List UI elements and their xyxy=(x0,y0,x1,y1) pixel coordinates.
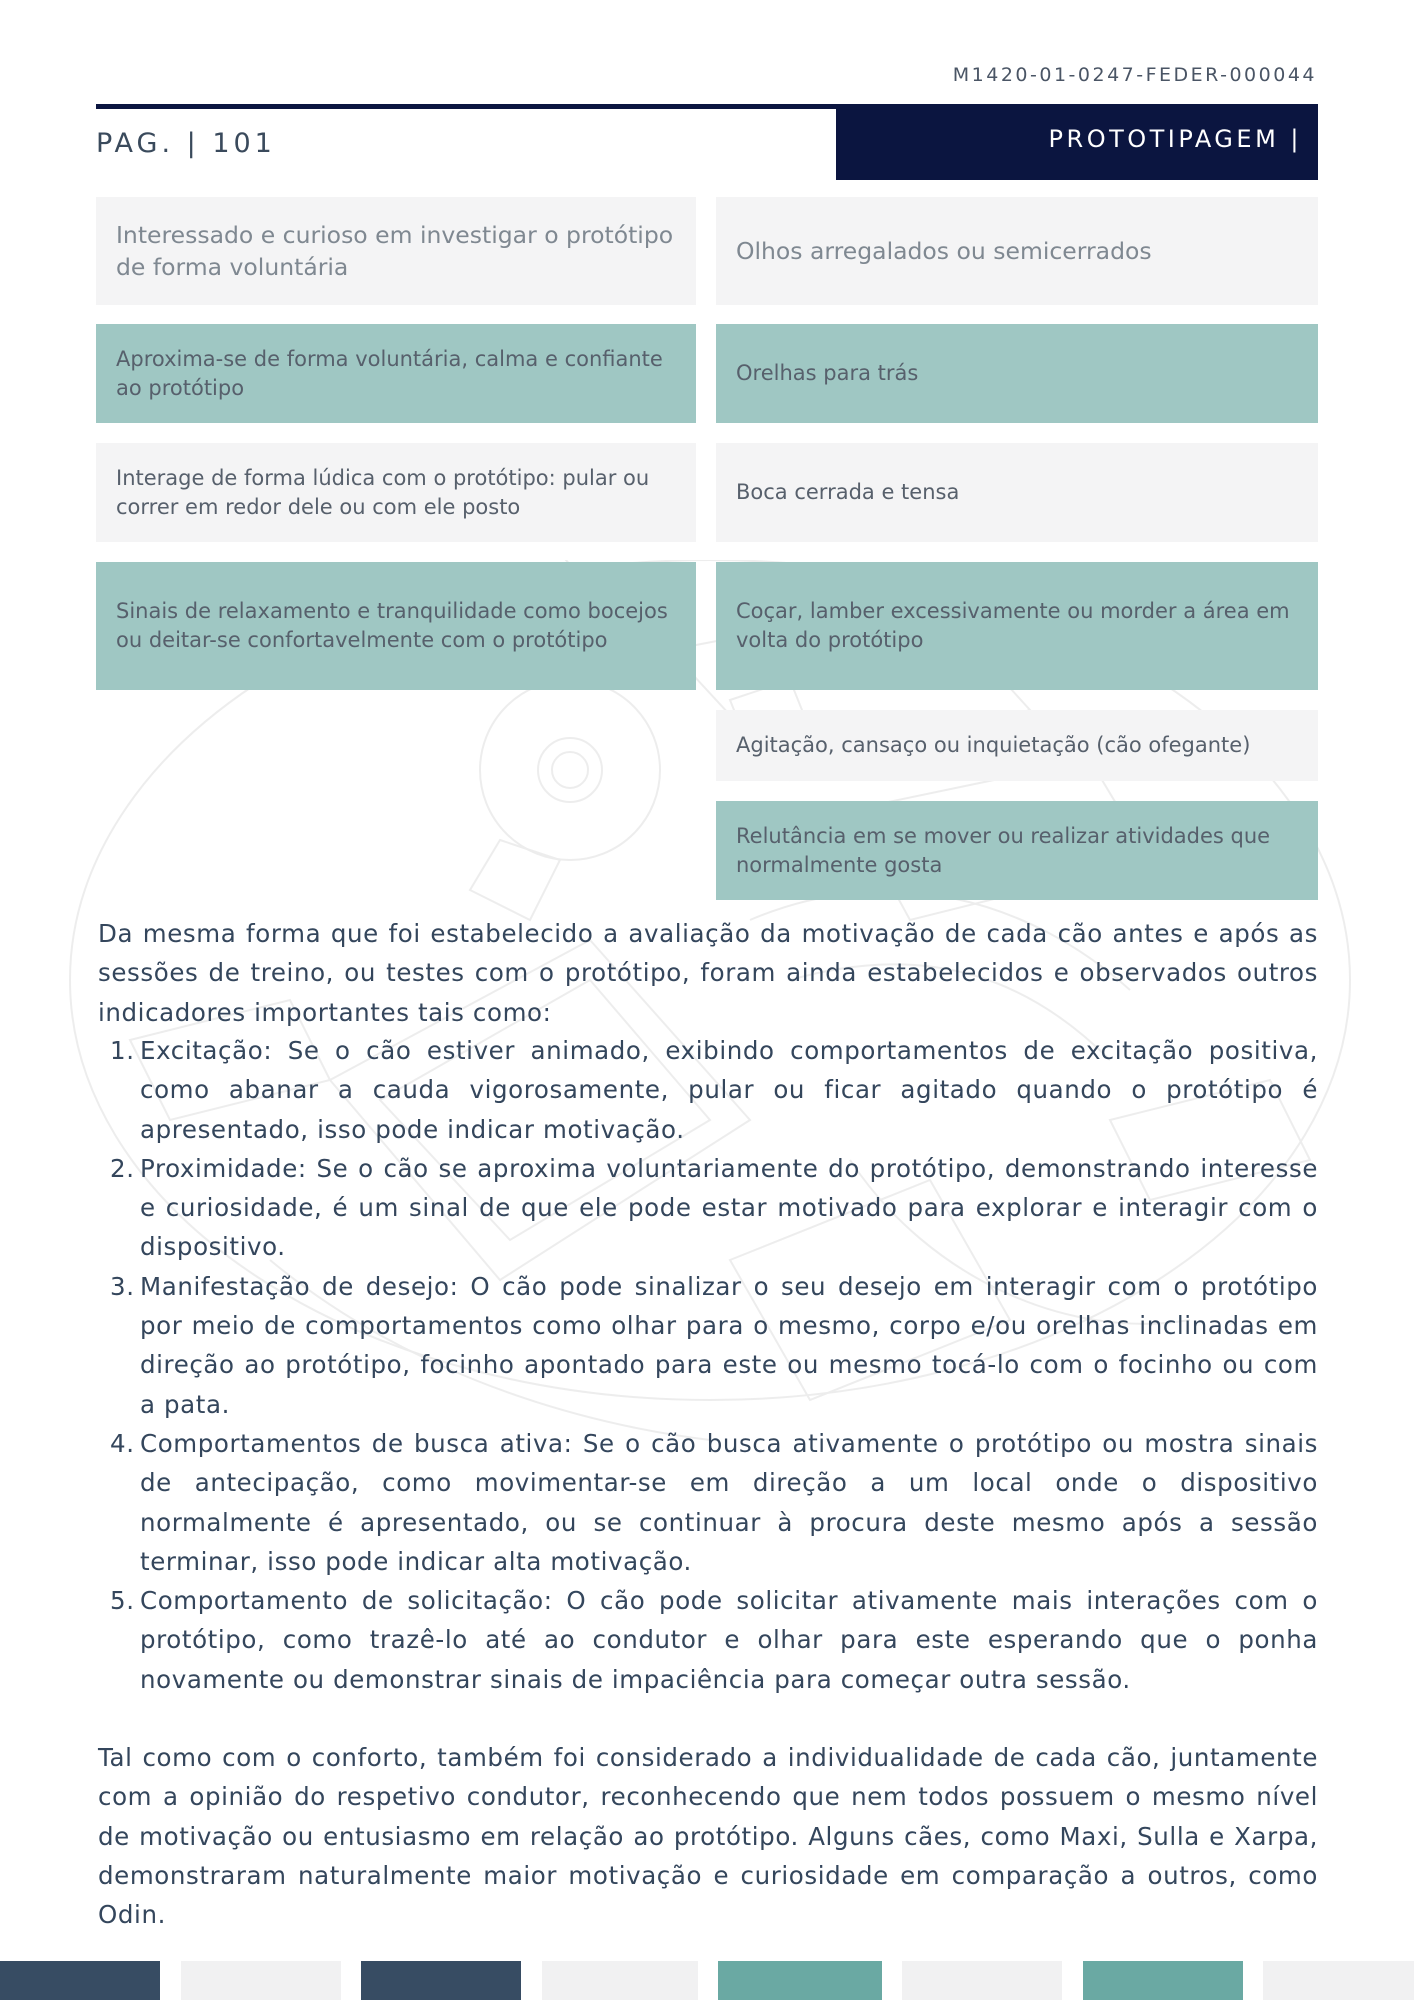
list-item xyxy=(98,1581,1318,1699)
positive-indicator-cell: Interessado e curioso em investigar o protótipo de forma voluntária xyxy=(96,197,696,305)
list-number: 3. xyxy=(110,1271,135,1301)
list-item xyxy=(98,1149,1318,1267)
footer-block xyxy=(0,1961,160,2000)
project-code: M1420-01-0247-FEDER-000044 xyxy=(952,64,1317,86)
footer-block xyxy=(902,1961,1062,2000)
negative-indicator-cell: Coçar, lamber excessivamente ou morder a área em volta do protótipo xyxy=(716,562,1318,690)
negative-indicator-cell: Agitação, cansaço ou inquietação (cão ofegante) xyxy=(716,710,1318,781)
intro-paragraph: Da mesma forma que foi estabelecido a avaliação da motivação de cada cão antes e após as sessões de treino, ou testes com o protótipo, foram ainda estabelecidos e observados outros indicadores importantes tais como: xyxy=(98,919,1318,1027)
list-number: 4. xyxy=(110,1428,135,1458)
negative-indicator-cell: Boca cerrada e tensa xyxy=(716,443,1318,542)
list-number: 2. xyxy=(110,1153,135,1183)
section-title: PROTOTIPAGEM | xyxy=(1048,125,1302,153)
indicator-list xyxy=(98,1031,1318,1699)
list-item-text: Manifestação de desejo: O cão pode sinalizar o seu desejo em interagir com o protótipo por meio de comportamentos como olhar para o mesmo, corpo e/ou orelhas inclinadas em direção ao protótipo, focinho apontado para este ou mesmo tocá-lo com o focinho ou com a pata. xyxy=(140,1271,1318,1419)
list-item xyxy=(98,1267,1318,1424)
positive-indicator-cell: Interage de forma lúdica com o protótipo: pular ou correr em redor dele ou com ele posto xyxy=(96,443,696,542)
negative-indicator-cell: Orelhas para trás xyxy=(716,324,1318,423)
footer-block xyxy=(542,1961,698,2000)
list-item xyxy=(98,1424,1318,1581)
list-item-text: Excitação: Se o cão estiver animado, exibindo comportamentos de excitação positiva, como abanar a cauda vigorosamente, pular ou ficar agitado quando o protótipo é apresentado, isso pode indicar motivação. xyxy=(140,1036,1318,1144)
list-number: 5. xyxy=(110,1586,135,1616)
list-number: 1. xyxy=(110,1036,135,1065)
footer-block xyxy=(181,1961,341,2000)
closing-paragraph: Tal como com o conforto, também foi considerado a individualidade de cada cão, juntamente com a opinião do respetivo condutor, reconhecendo que nem todos possuem o mesmo nível de motivação ou entusiasmo em relação ao protótipo. Alguns cães, como Maxi, Sulla e Xarpa, demonstraram naturalmente maior motivação e curiosidade em comparação a outros, como Odin. xyxy=(98,1743,1318,1930)
positive-indicator-cell: Aproxima-se de forma voluntária, calma e confiante ao protótipo xyxy=(96,324,696,423)
list-item-text: Proximidade: Se o cão se aproxima voluntariamente do protótipo, demonstrando interesse e curiosidade, é um sinal de que ele pode estar motivado para explorar e interagir com o dispositivo. xyxy=(140,1153,1318,1262)
positive-indicator-cell: Sinais de relaxamento e tranquilidade como bocejos ou deitar-se confortavelmente com o protótipo xyxy=(96,562,696,690)
negative-indicator-cell: Relutância em se mover ou realizar atividades que normalmente gosta xyxy=(716,801,1318,900)
page-number: PAG. | 101 xyxy=(96,128,276,159)
footer-block xyxy=(1083,1961,1243,2000)
list-item-text: Comportamento de solicitação: O cão pode solicitar ativamente mais interações com o protótipo, como trazê-lo até ao condutor e olhar para este esperando que o ponha novamente ou demonstrar sinais de impaciência para começar outra sessão. xyxy=(140,1586,1318,1694)
footer-block xyxy=(718,1961,882,2000)
footer-block xyxy=(361,1961,521,2000)
negative-indicator-cell: Olhos arregalados ou semicerrados xyxy=(716,197,1318,305)
list-item xyxy=(98,1031,1318,1149)
list-item-text: Comportamentos de busca ativa: Se o cão busca ativamente o protótipo ou mostra sinais de antecipação, como movimentar-se em direção a um local onde o dispositivo normalmente é apresentado, ou se continuar à procura deste mesmo após a sessão terminar, isso pode indicar alta motivação. xyxy=(140,1428,1318,1576)
footer-block xyxy=(1263,1961,1414,2000)
